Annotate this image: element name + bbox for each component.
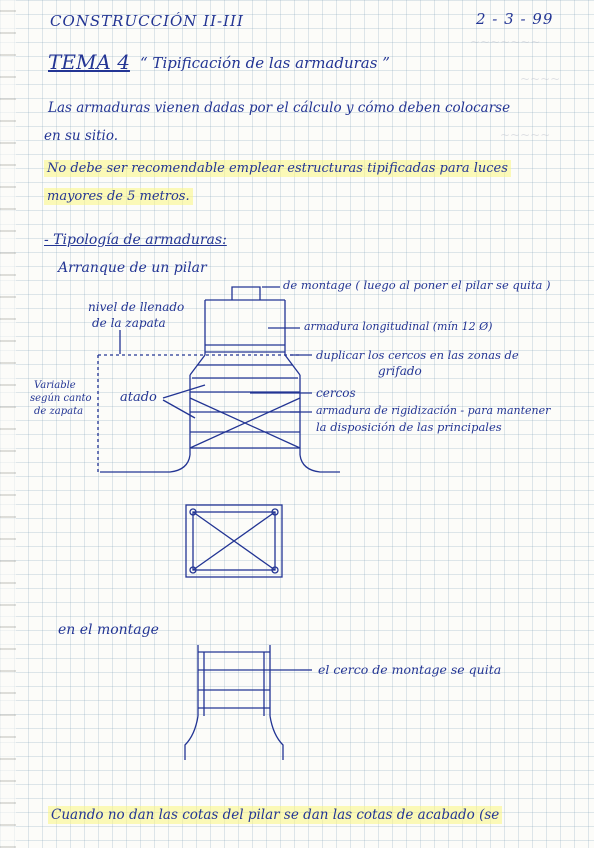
montage-heading: en el montage: [58, 622, 159, 638]
date: 2 - 3 - 99: [476, 10, 554, 28]
intro-line-1: Las armaduras vienen dadas por el cálculo y cómo deben colocarse: [48, 100, 511, 116]
highlighted-note-line-1: No debe ser recomendable emplear estructuras tipificadas para luces: [44, 160, 511, 177]
tema-heading: TEMA 4: [48, 50, 130, 74]
montage-stirrups: [198, 652, 300, 708]
label-longitudinal: armadura longitudinal (mín 12 Ø): [304, 320, 493, 333]
label-nivel-1: nivel de llenado: [88, 300, 185, 314]
label-rigid-2: la disposición de las principales: [316, 420, 502, 434]
label-rigid-1: armadura de rigidización - para mantener: [316, 404, 551, 417]
highlighted-note-line-2: mayores de 5 metros.: [44, 188, 193, 205]
course-title: CONSTRUCCIÓN II-III: [50, 12, 244, 30]
label-duplicar-2: grifado: [378, 364, 422, 378]
label-cerco-montage: el cerco de montage se quita: [318, 662, 502, 677]
label-duplicar-1: duplicar los cercos en las zonas de: [316, 348, 519, 362]
label-cercos: cercos: [316, 386, 356, 400]
montage-flare: [185, 716, 283, 760]
label-nivel-2: de la zapata: [92, 316, 166, 330]
tema-subtitle: “ Tipificación de las armaduras ”: [140, 54, 390, 72]
montage-column: [198, 645, 270, 716]
footer-highlighted-line: Cuando no dan las cotas del pilar se dan las cotas de acabado (se: [48, 806, 502, 824]
bleed-through-text: ~~~~~~~: [470, 35, 541, 49]
section-subheading: Arranque de un pilar: [58, 260, 207, 276]
intro-line-2: en su sitio.: [44, 128, 119, 144]
label-montage: de montage ( luego al poner el pilar se quita ): [283, 278, 551, 292]
label-atado: atado: [120, 390, 157, 405]
label-variable-3: de zapata: [34, 406, 84, 417]
bleed-through-text: ~~~~~: [500, 128, 551, 142]
bleed-through-text: ~~~~: [520, 72, 561, 86]
section-heading: - Tipología de armaduras:: [44, 232, 227, 248]
label-variable-1: Variable: [34, 380, 76, 391]
label-variable-2: según canto: [30, 393, 92, 404]
montage-inner-bars: [204, 652, 264, 716]
